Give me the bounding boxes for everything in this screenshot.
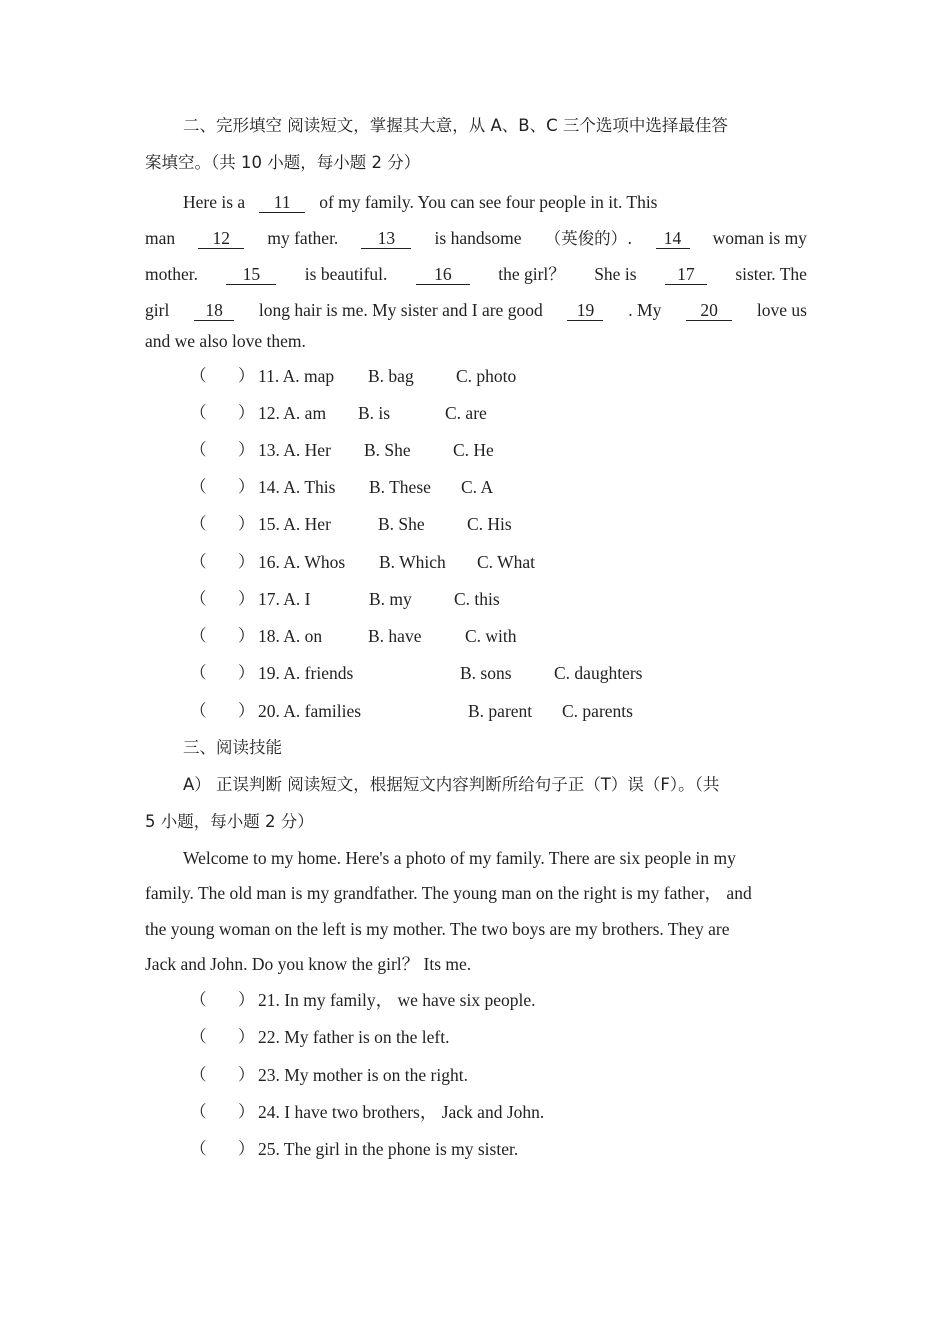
blank-13: 13: [361, 228, 411, 249]
answer-paren-close: ）: [238, 514, 255, 533]
answer-paren-close: ）: [238, 1102, 255, 1121]
answer-paren-open: （: [190, 589, 207, 608]
answer-paren-open: （: [190, 990, 207, 1009]
blank-20: 20: [686, 300, 732, 321]
section2-heading-line1: 二、完形填空 阅读短文，掌握其大意，从 A、B、C 三个选项中选择最佳答: [183, 116, 728, 135]
question-18: [190, 628, 810, 650]
section3-parta-line1: A） 正误判断 阅读短文，根据短文内容判断所给句子正（T）误（F）。（共: [183, 775, 720, 794]
passage-text: of my family. You can see four people in it. This: [319, 192, 658, 212]
passage-text: woman is my: [712, 228, 807, 248]
statement-23: [190, 1067, 810, 1089]
option-c: C. He: [453, 440, 494, 460]
option-a: 15. A. Her: [258, 514, 331, 534]
answer-paren-close: ）: [238, 552, 255, 571]
option-a: 11. A. map: [258, 366, 335, 386]
question-15: [190, 516, 810, 538]
answer-paren-close: ）: [238, 1027, 255, 1046]
passage-text: Here is a: [183, 192, 246, 212]
question-13: [190, 442, 810, 464]
answer-paren-open: （: [190, 663, 207, 682]
passage-line-2: [145, 228, 807, 249]
blank-18: 18: [194, 300, 234, 321]
option-c: C. parents: [562, 701, 633, 721]
passage-line-1: [183, 192, 807, 213]
blank-15: 15: [226, 264, 276, 285]
passage-text: the girl？: [498, 264, 566, 284]
option-a: 12. A. am: [258, 403, 327, 423]
option-b: B. She: [364, 440, 411, 460]
passage-text: long hair is me. My sister and I are good: [258, 300, 543, 320]
question-19: [190, 665, 810, 687]
statement-24: [190, 1104, 810, 1126]
passage-text: She is: [594, 264, 637, 284]
answer-paren-close: ）: [238, 589, 255, 608]
question-11: [190, 368, 810, 390]
passage-line-5: and we also love them.: [145, 331, 306, 351]
blank-17: 17: [665, 264, 707, 285]
option-c: C. His: [467, 514, 512, 534]
passage-text: sister. The: [735, 264, 807, 284]
answer-paren-open: （: [190, 477, 207, 496]
option-c: C. A: [461, 477, 494, 497]
answer-paren-open: （: [190, 1065, 207, 1084]
reading-passage-line-3: the young woman on the left is my mother. The two boys are my brothers. They are: [145, 919, 730, 939]
answer-paren-open: （: [190, 403, 207, 422]
answer-paren-open: （: [190, 626, 207, 645]
reading-passage-line-4: Jack and John. Do you know the girl？ Its me.: [145, 954, 472, 974]
option-a: 18. A. on: [258, 626, 323, 646]
blank-19: 19: [567, 300, 603, 321]
answer-paren-close: ）: [238, 477, 255, 496]
answer-paren-open: （: [190, 440, 207, 459]
option-b: B. Which: [379, 552, 446, 572]
passage-line-4: [145, 300, 807, 321]
answer-paren-close: ）: [238, 1065, 255, 1084]
option-a: 17. A. I: [258, 589, 311, 609]
option-c: C. photo: [456, 366, 517, 386]
blank-14: 14: [656, 228, 690, 249]
statement-21: [190, 992, 810, 1014]
answer-paren-open: （: [190, 552, 207, 571]
passage-text: mother.: [145, 264, 198, 284]
option-b: B. have: [368, 626, 422, 646]
passage-text: love us: [756, 300, 807, 320]
option-b: B. is: [358, 403, 391, 423]
option-a: 14. A. This: [258, 477, 336, 497]
option-c: C. daughters: [554, 663, 643, 683]
statement-text: 22. My father is on the left.: [258, 1027, 450, 1047]
passage-text: girl: [145, 300, 170, 320]
statement-22: [190, 1029, 810, 1051]
reading-passage-line-1: Welcome to my home. Here's a photo of my family. There are six people in my: [183, 848, 736, 868]
passage-text: man: [145, 228, 176, 248]
statement-text: 24. I have two brothers， Jack and John.: [258, 1102, 545, 1122]
blank-11: 11: [259, 192, 305, 213]
option-c: C. this: [454, 589, 500, 609]
answer-paren-close: ）: [238, 626, 255, 645]
answer-paren-open: （: [190, 701, 207, 720]
option-b: B. sons: [460, 663, 512, 683]
statement-25: [190, 1141, 810, 1163]
option-b: B. She: [378, 514, 425, 534]
question-20: [190, 703, 810, 725]
option-c: C. What: [477, 552, 536, 572]
statement-text: 23. My mother is on the right.: [258, 1065, 468, 1085]
option-a: 13. A. Her: [258, 440, 331, 460]
passage-text: is beautiful.: [304, 264, 388, 284]
passage-line-3: [145, 264, 807, 285]
statement-text: 25. The girl in the phone is my sister.: [258, 1139, 519, 1159]
answer-paren-close: ）: [238, 663, 255, 682]
passage-text: . My: [628, 300, 662, 320]
answer-paren-close: ）: [238, 403, 255, 422]
option-c: C. are: [445, 403, 487, 423]
answer-paren-close: ）: [238, 1139, 255, 1158]
answer-paren-open: （: [190, 1139, 207, 1158]
option-b: B. my: [369, 589, 412, 609]
question-14: [190, 479, 810, 501]
section3-heading: 三、阅读技能: [183, 738, 282, 757]
passage-text: （英俊的）.: [544, 229, 633, 248]
option-a: 19. A. friends: [258, 663, 354, 683]
section2-heading-line2: 案填空。（共 10 小题，每小题 2 分）: [145, 153, 421, 172]
answer-paren-open: （: [190, 1102, 207, 1121]
passage-text: my father.: [267, 228, 339, 248]
answer-paren-open: （: [190, 514, 207, 533]
option-c: C. with: [465, 626, 517, 646]
answer-paren-close: ）: [238, 701, 255, 720]
passage-text: is handsome: [434, 228, 522, 248]
statement-text: 21. In my family， we have six people.: [258, 990, 536, 1010]
option-b: B. bag: [368, 366, 414, 386]
question-16: [190, 554, 810, 576]
option-b: B. These: [369, 477, 431, 497]
answer-paren-close: ）: [238, 366, 255, 385]
answer-paren-close: ）: [238, 990, 255, 1009]
blank-12: 12: [198, 228, 244, 249]
answer-paren-close: ）: [238, 440, 255, 459]
blank-16: 16: [416, 264, 470, 285]
option-a: 16. A. Whos: [258, 552, 346, 572]
reading-passage-line-2: family. The old man is my grandfather. The young man on the right is my father， and: [145, 883, 752, 903]
question-12: [190, 405, 810, 427]
answer-paren-open: （: [190, 1027, 207, 1046]
option-a: 20. A. families: [258, 701, 362, 721]
section3-parta-line2: 5 小题，每小题 2 分）: [145, 812, 314, 831]
answer-paren-open: （: [190, 366, 207, 385]
question-17: [190, 591, 810, 613]
option-b: B. parent: [468, 701, 533, 721]
